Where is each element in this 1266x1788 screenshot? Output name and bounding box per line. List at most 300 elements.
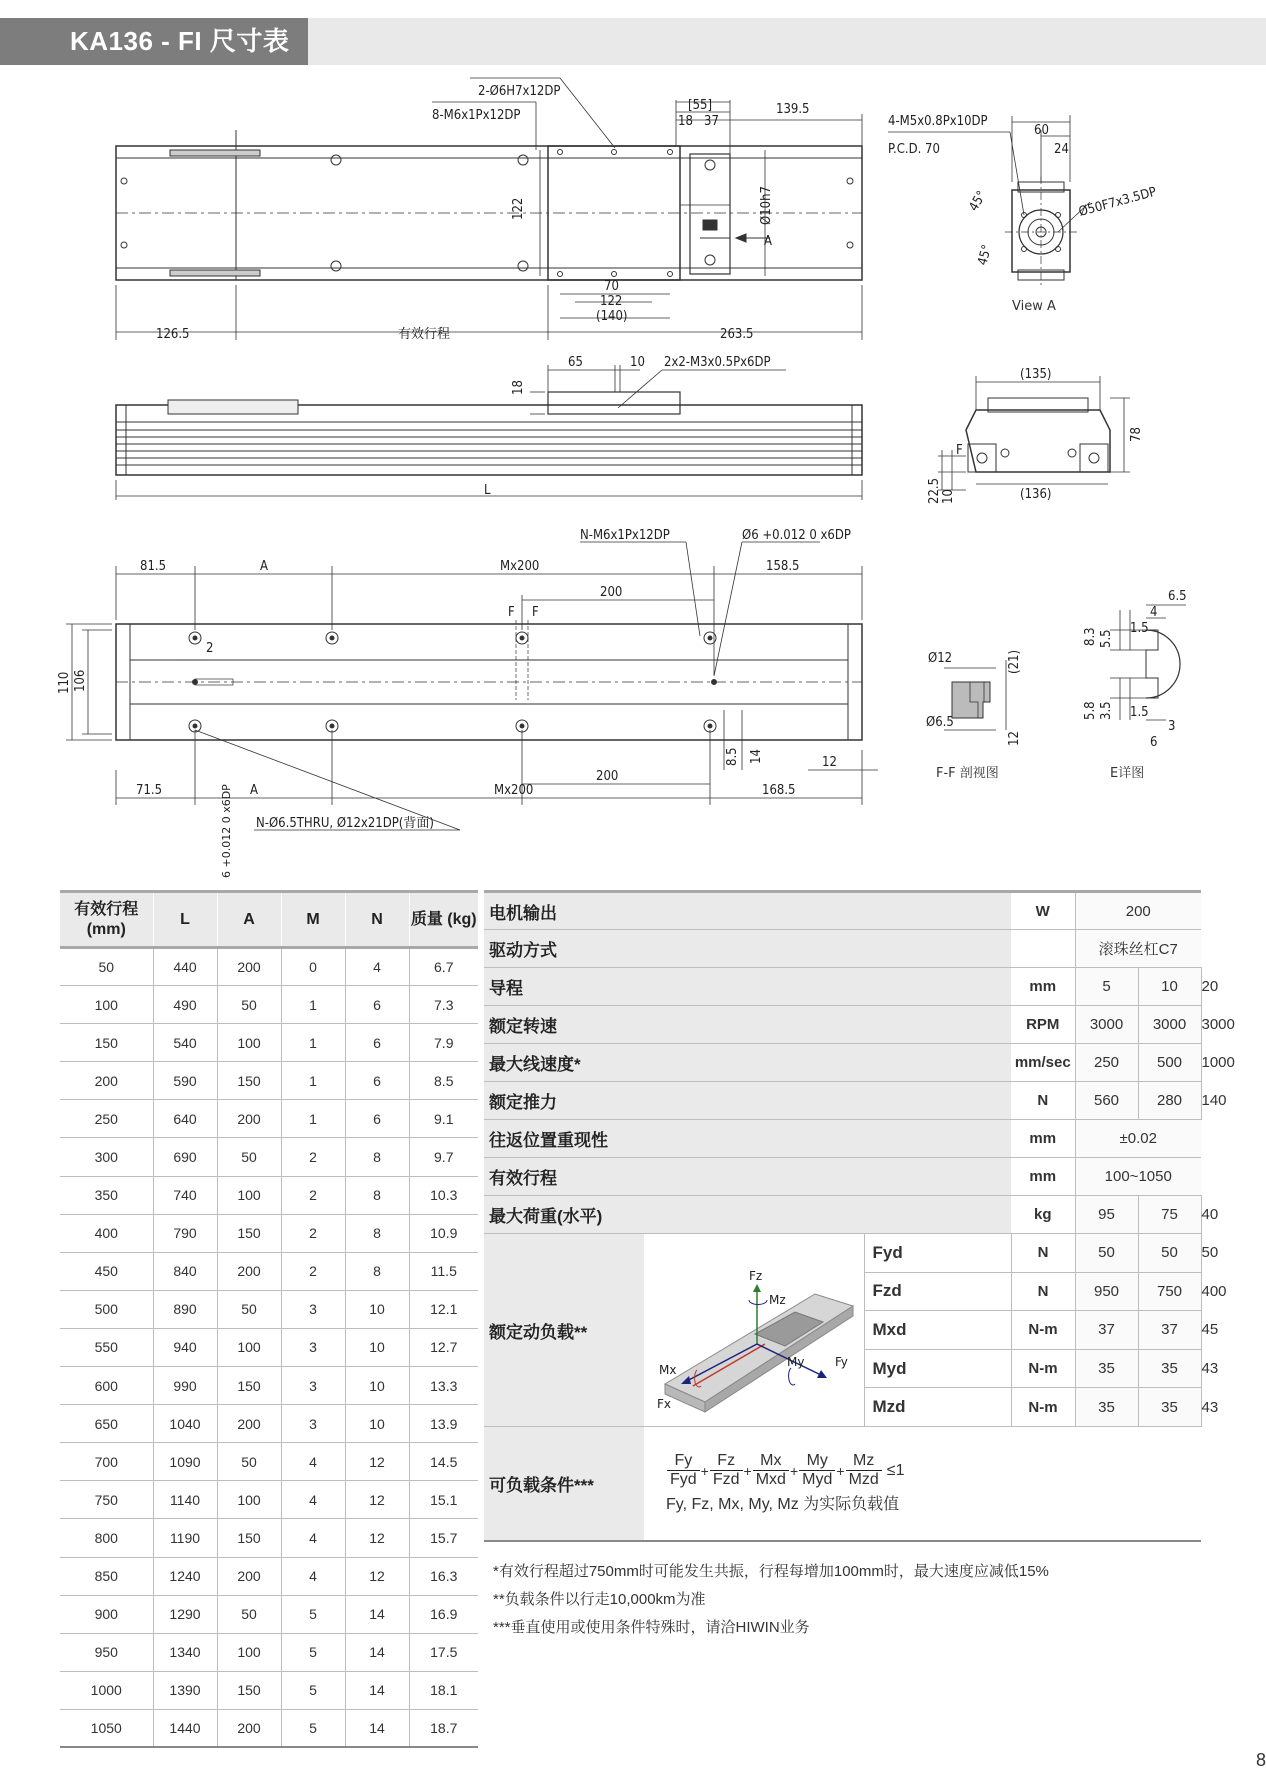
table-cell: 8 (345, 1252, 409, 1290)
spec-unit-motor-w: W (1011, 892, 1075, 930)
label-detail-d3: 3 (1168, 719, 1176, 734)
frac-mz-den: Mzd (848, 1471, 879, 1489)
footnotes (493, 1558, 1213, 1642)
table-cell: 900 (60, 1595, 153, 1633)
table-cell: 550 (60, 1328, 153, 1366)
table-cell: 6 (345, 1062, 409, 1100)
table-cell: 17.5 (409, 1633, 478, 1671)
table-cell: 11.5 (409, 1252, 478, 1290)
spec-unit-stroke: mm (1011, 1158, 1075, 1196)
table-cell: 350 (60, 1176, 153, 1214)
dyn-value-mzd-2: 35 (1138, 1388, 1201, 1427)
label-top-arrowA: A (764, 234, 772, 249)
table-cell: 150 (217, 1214, 281, 1252)
dyn-name-mzd: Mzd (864, 1388, 1011, 1427)
table-cell: 10.9 (409, 1214, 478, 1252)
spec-label-load-condition: 可负载条件*** (484, 1427, 644, 1541)
table-cell: 8 (345, 1214, 409, 1252)
label-detail-d55: 5.5 (1099, 629, 1114, 648)
dyn-unit-fyd: N (1011, 1234, 1075, 1273)
table-cell: 9.7 (409, 1138, 478, 1176)
table-cell: 0 (281, 948, 345, 986)
label-bottom-d168: 168.5 (762, 783, 796, 798)
table-cell: 16.3 (409, 1557, 478, 1595)
label-bottom-d71: 71.5 (136, 783, 163, 798)
label-top-d55: [55] (688, 98, 713, 113)
label-viewa-d50: Ø50F7x3.5DP (1077, 184, 1159, 220)
table-cell: 1390 (153, 1671, 217, 1709)
spec-label-max-load: 最大荷重(水平) (484, 1196, 1011, 1234)
plus-sign: + (789, 1462, 799, 1479)
table-cell: 5 (281, 1671, 345, 1709)
label-bottom-d12: 12 (822, 755, 837, 770)
table-cell: 3 (281, 1328, 345, 1366)
label-top-hole2: 8-M6x1Px12DP (432, 108, 521, 123)
table-cell: 10.3 (409, 1176, 478, 1214)
spec-label-lead: 导程 (484, 968, 1011, 1006)
technical-drawings (0, 70, 1266, 890)
spec-row-dyn-mxd: Mxd N-m 37 37 45 (484, 1311, 1201, 1350)
spec-label-motor: 电机输出 (484, 892, 1011, 930)
size-table-header (60, 892, 478, 948)
label-detail-d6: 6 (1150, 735, 1158, 750)
dyn-value-mzd-1: 35 (1075, 1388, 1138, 1427)
label-top-d126: 126.5 (156, 327, 190, 342)
table-cell: 12 (345, 1481, 409, 1519)
footnote-1: *有效行程超过750mm时可能发生共振，行程每增加100mm时，最大速度应减低15% (493, 1563, 1049, 1580)
label-viewa-a45b: 45° (975, 243, 996, 268)
table-row (60, 1481, 478, 1519)
table-cell: 1290 (153, 1595, 217, 1633)
table-cell: 13.9 (409, 1405, 478, 1443)
label-side-hole: 2x2-M3x0.5Px6DP (664, 355, 771, 370)
label-detail-d65: 6.5 (1168, 589, 1187, 604)
size-header-mass: 质量 (kg) (409, 892, 478, 948)
frac-mx-num: Mx (753, 1452, 789, 1471)
table-cell: 6.7 (409, 948, 478, 986)
table-cell: 600 (60, 1367, 153, 1405)
title-bar (0, 18, 1266, 65)
label-top-d139: 139.5 (776, 102, 810, 117)
table-cell: 3 (281, 1367, 345, 1405)
table-cell: 7.9 (409, 1024, 478, 1062)
label-bottom-d2: 2 (206, 641, 214, 656)
table-cell: 450 (60, 1252, 153, 1290)
view-a (888, 114, 1158, 314)
detail-e (1083, 589, 1187, 781)
frac-my-num: My (799, 1452, 835, 1471)
load-axis-diagram (644, 1234, 864, 1427)
label-section-d65: Ø6.5 (926, 715, 954, 730)
load-axis-icon (645, 1234, 863, 1422)
table-cell: 1340 (153, 1633, 217, 1671)
table-cell: 2 (281, 1252, 345, 1290)
spec-unit-max-speed: mm/sec (1011, 1044, 1075, 1082)
table-cell: 14.5 (409, 1443, 478, 1481)
spec-value-lead-1: 5 (1075, 968, 1138, 1006)
table-cell: 10 (345, 1367, 409, 1405)
table-cell: 1 (281, 986, 345, 1024)
table-row (60, 1100, 478, 1138)
dyn-name-myd: Myd (864, 1349, 1011, 1388)
label-bottom-d85: 8.5 (725, 747, 740, 766)
label-section-d12b: 12 (1007, 731, 1022, 746)
label-detail-d4: 4 (1150, 605, 1158, 620)
table-cell: 850 (60, 1557, 153, 1595)
table-cell: 2 (281, 1214, 345, 1252)
spec-label-repeatability: 往返位置重现性 (484, 1120, 1011, 1158)
table-cell: 50 (217, 1290, 281, 1328)
dyn-unit-mxd: N-m (1011, 1311, 1075, 1350)
table-cell: 100 (217, 1024, 281, 1062)
table-cell: 50 (217, 1595, 281, 1633)
frac-my-den: Myd (802, 1471, 833, 1489)
table-cell: 1 (281, 1100, 345, 1138)
label-viewa-d60: 60 (1034, 123, 1049, 138)
table-row (60, 1062, 478, 1100)
table-cell: 3 (281, 1290, 345, 1328)
plus-sign: + (836, 1462, 845, 1479)
table-cell: 2 (281, 1176, 345, 1214)
size-header-A: A (217, 892, 281, 948)
table-cell: 6 (345, 1100, 409, 1138)
table-cell: 540 (153, 1024, 217, 1062)
table-row (60, 1405, 478, 1443)
label-bottom-d106: 106 (73, 669, 88, 692)
label-section-d21: (21) (1007, 649, 1022, 674)
size-header-stroke: 有效行程 (mm) (60, 892, 153, 948)
table-row (60, 1595, 478, 1633)
table-cell: 100 (217, 1176, 281, 1214)
spec-value-motor: 200 (1075, 892, 1201, 930)
dyn-unit-myd: N-m (1011, 1349, 1075, 1388)
table-cell: 440 (153, 948, 217, 986)
label-end-d135: (135) (1020, 367, 1052, 382)
table-row (60, 948, 478, 986)
table-cell: 800 (60, 1519, 153, 1557)
table-row (60, 1214, 478, 1252)
table-cell: 14 (345, 1633, 409, 1671)
table-cell: 200 (217, 1252, 281, 1290)
label-bottom-d200a: 200 (600, 585, 623, 600)
table-cell: 2 (281, 1138, 345, 1176)
dyn-value-fyd-1: 50 (1075, 1234, 1138, 1273)
frac-mx-den: Mxd (755, 1471, 786, 1489)
dyn-value-fyd-2: 50 (1138, 1234, 1201, 1273)
dyn-name-fzd: Fzd (864, 1272, 1011, 1311)
drawing-canvas (0, 70, 1266, 890)
frac-mx (753, 1452, 789, 1489)
table-cell: 1 (281, 1024, 345, 1062)
table-cell: 740 (153, 1176, 217, 1214)
axis-label-fz: Fz (748, 1269, 762, 1283)
caption-section-ff: F-F 剖视图 (936, 766, 999, 781)
frac-fy-den: Fyd (670, 1471, 697, 1489)
table-cell: 1240 (153, 1557, 217, 1595)
size-header-M: M (281, 892, 345, 948)
spec-row-dyn-fyd: 额定动负载** Fz Mz Mx Fx My Fy Fyd N 50 50 50 (484, 1234, 1201, 1273)
table-cell: 14 (345, 1595, 409, 1633)
table-row (60, 1367, 478, 1405)
label-side-d65: 65 (568, 355, 583, 370)
label-detail-d15a: 1.5 (1130, 621, 1149, 636)
table-cell: 1190 (153, 1519, 217, 1557)
spec-unit-max-load: kg (1011, 1196, 1075, 1234)
label-bottom-A2: A (250, 783, 258, 798)
axis-label-fy: Fy (834, 1355, 848, 1369)
dyn-value-myd-1: 35 (1075, 1349, 1138, 1388)
side-view (116, 355, 862, 500)
spec-unit-repeatability: mm (1011, 1120, 1075, 1158)
spec-value-rated-speed-2: 3000 (1138, 1006, 1201, 1044)
caption-detail-e: E详图 (1110, 766, 1145, 781)
label-top-d122v: 122 (511, 197, 526, 220)
table-cell: 6 (345, 986, 409, 1024)
label-viewa-a45a: 45° (966, 188, 990, 214)
table-row (60, 1138, 478, 1176)
spec-value-max-load-1: 95 (1075, 1196, 1138, 1234)
table-row (60, 1290, 478, 1328)
table-cell: 12 (345, 1557, 409, 1595)
label-detail-d83: 8.3 (1083, 627, 1098, 646)
spec-label-max-speed: 最大线速度* (484, 1044, 1011, 1082)
table-cell: 5 (281, 1633, 345, 1671)
spec-row-stroke (484, 1158, 1201, 1196)
table-cell: 150 (217, 1519, 281, 1557)
table-cell: 650 (60, 1405, 153, 1443)
table-cell: 12 (345, 1519, 409, 1557)
bottom-view (57, 528, 878, 878)
table-cell: 50 (217, 1138, 281, 1176)
table-cell: 13.3 (409, 1367, 478, 1405)
label-viewa-hole: 4-M5x0.8Px10DP (888, 114, 988, 129)
table-cell: 400 (60, 1214, 153, 1252)
section-ff (926, 650, 1022, 781)
label-bottom-F2: F (532, 605, 539, 620)
table-cell: 1140 (153, 1481, 217, 1519)
size-table-body (60, 948, 478, 1748)
table-cell: 18.1 (409, 1671, 478, 1709)
label-bottom-d81: 81.5 (140, 559, 167, 574)
spec-row-lead: 导程 mm 5 10 20 (484, 968, 1201, 1006)
frac-fz-num: Fz (710, 1452, 743, 1471)
table-cell: 200 (217, 1405, 281, 1443)
spec-label-stroke: 有效行程 (484, 1158, 1011, 1196)
top-view (116, 78, 862, 342)
table-cell: 590 (153, 1062, 217, 1100)
spec-row-repeatability (484, 1120, 1201, 1158)
spec-value-drive: 滚珠丝杠C7 (1075, 930, 1201, 968)
table-cell: 150 (217, 1367, 281, 1405)
label-detail-d35: 3.5 (1099, 701, 1114, 720)
label-bottom-A: A (260, 559, 268, 574)
spec-value-rated-speed-1: 3000 (1075, 1006, 1138, 1044)
table-cell: 990 (153, 1367, 217, 1405)
end-view (927, 367, 1144, 504)
table-cell: 150 (217, 1671, 281, 1709)
table-cell: 9.1 (409, 1100, 478, 1138)
spec-value-stroke: 100~1050 (1075, 1158, 1201, 1196)
table-cell: 15.7 (409, 1519, 478, 1557)
table-cell: 200 (217, 1709, 281, 1747)
table-cell: 700 (60, 1443, 153, 1481)
spec-row-max-speed: 最大线速度* mm/sec 250 500 1000 (484, 1044, 1201, 1082)
axis-label-mz: Mz (768, 1293, 786, 1307)
table-cell: 14 (345, 1709, 409, 1747)
frac-mz (846, 1452, 882, 1489)
spec-row-rated-speed: 额定转速 RPM 3000 3000 3000 (484, 1006, 1201, 1044)
leq-sign: ≤1 (886, 1461, 905, 1479)
label-viewa-pcd: P.C.D. 70 (888, 142, 940, 157)
label-section-d12: Ø12 (928, 651, 953, 666)
spec-value-thrust-2: 280 (1138, 1082, 1201, 1120)
page-title: KA136 - FI 尺寸表 (0, 18, 308, 65)
label-top-d10h7: Ø10h7 (759, 186, 774, 225)
table-cell: 100 (60, 986, 153, 1024)
label-viewa-d24: 24 (1054, 142, 1069, 157)
frac-fz (710, 1452, 743, 1489)
load-condition-formula (644, 1427, 1201, 1541)
spec-row-load-condition (484, 1427, 1201, 1541)
label-top-d37: 37 (704, 114, 719, 129)
label-top-stroke: 有效行程 (398, 327, 451, 342)
table-cell: 840 (153, 1252, 217, 1290)
table-cell: 12.7 (409, 1328, 478, 1366)
table-cell: 8 (345, 1138, 409, 1176)
table-cell: 12 (345, 1443, 409, 1481)
table-cell: 50 (60, 948, 153, 986)
table-cell: 7.3 (409, 986, 478, 1024)
spec-value-repeatability: ±0.02 (1075, 1120, 1201, 1158)
table-cell: 200 (60, 1062, 153, 1100)
spec-row-drive (484, 930, 1201, 968)
plus-sign: + (700, 1462, 709, 1479)
label-detail-d58: 5.8 (1083, 701, 1098, 720)
label-detail-d15b: 1.5 (1130, 705, 1149, 720)
label-bottom-hole3: N-Ø6.5THRU, Ø12x21DP(背面) (256, 816, 434, 831)
table-cell: 50 (217, 1443, 281, 1481)
table-row (60, 986, 478, 1024)
table-row (60, 1443, 478, 1481)
table-cell: 950 (60, 1633, 153, 1671)
label-bottom-hole1: N-M6x1Px12DP (580, 528, 670, 543)
label-bottom-d158: 158.5 (766, 559, 800, 574)
table-cell: 150 (217, 1062, 281, 1100)
label-side-d10: 10 (630, 355, 645, 370)
table-cell: 4 (281, 1443, 345, 1481)
table-cell: 750 (60, 1481, 153, 1519)
axis-label-my: My (786, 1355, 805, 1369)
spec-row-thrust: 额定推力 N 560 280 140 (484, 1082, 1201, 1120)
spec-unit-lead: mm (1011, 968, 1075, 1006)
table-cell: 100 (217, 1328, 281, 1366)
table-cell: 200 (217, 1100, 281, 1138)
table-cell: 4 (281, 1557, 345, 1595)
dyn-value-mxd-2: 37 (1138, 1311, 1201, 1350)
spec-row-dyn-mzd: Mzd N-m 35 35 43 (484, 1388, 1201, 1427)
table-cell: 10 (345, 1405, 409, 1443)
dyn-value-myd-2: 35 (1138, 1349, 1201, 1388)
caption-view-a: View A (1012, 299, 1056, 314)
table-cell: 1040 (153, 1405, 217, 1443)
dyn-value-mxd-1: 37 (1075, 1311, 1138, 1350)
table-cell: 5 (281, 1709, 345, 1747)
table-cell: 1000 (60, 1671, 153, 1709)
table-cell: 300 (60, 1138, 153, 1176)
table-cell: 6 (345, 1024, 409, 1062)
spec-row-dyn-fzd: Fzd N 950 750 400 (484, 1272, 1201, 1311)
table-cell: 10 (345, 1290, 409, 1328)
table-cell: 8.5 (409, 1062, 478, 1100)
label-bottom-hole2: Ø6 +0.012 0 x6DP (742, 528, 851, 543)
axis-label-fx: Fx (656, 1397, 671, 1411)
label-end-d22: 22.5 (927, 477, 942, 504)
table-row (60, 1671, 478, 1709)
table-cell: 15.1 (409, 1481, 478, 1519)
label-end-F: F (956, 443, 963, 458)
table-cell: 500 (60, 1290, 153, 1328)
table-cell: 4 (281, 1519, 345, 1557)
spec-value-max-load-2: 75 (1138, 1196, 1201, 1234)
size-header-L: L (153, 892, 217, 948)
label-bottom-d14: 14 (749, 749, 764, 764)
dyn-unit-fzd: N (1011, 1272, 1075, 1311)
table-cell: 690 (153, 1138, 217, 1176)
table-cell: 1090 (153, 1443, 217, 1481)
spec-value-thrust-1: 560 (1075, 1082, 1138, 1120)
label-end-d136: (136) (1020, 487, 1052, 502)
table-cell: 12.1 (409, 1290, 478, 1328)
table-row (60, 1709, 478, 1747)
table-cell: 200 (217, 1557, 281, 1595)
table-cell: 18.7 (409, 1709, 478, 1747)
label-bottom-hole4: 6 +0.012 0 x6DP (220, 784, 233, 878)
page-number: 8 (1255, 1750, 1266, 1770)
label-top-d140: (140) (596, 309, 628, 324)
frac-fy-num: Fy (667, 1452, 700, 1471)
table-cell: 14 (345, 1671, 409, 1709)
spec-label-dynamic-load: 额定动负载** (484, 1234, 644, 1427)
spec-row-motor (484, 892, 1201, 930)
spec-row-dyn-myd: Myd N-m 35 35 43 (484, 1349, 1201, 1388)
table-cell: 640 (153, 1100, 217, 1138)
label-top-d263: 263.5 (720, 327, 754, 342)
label-bottom-M2002: Mx200 (494, 783, 534, 798)
table-cell: 16.9 (409, 1595, 478, 1633)
table-cell: 200 (217, 948, 281, 986)
table-cell: 1 (281, 1062, 345, 1100)
label-bottom-d110: 110 (57, 671, 72, 694)
spec-unit-thrust: N (1011, 1082, 1075, 1120)
frac-fy (667, 1452, 700, 1489)
axis-label-mx: Mx (658, 1363, 677, 1377)
spec-value-max-speed-2: 500 (1138, 1044, 1201, 1082)
spec-label-rated-speed: 额定转速 (484, 1006, 1011, 1044)
label-top-d122h: 122 (600, 294, 623, 309)
load-condition-note: Fy, Fz, Mx, My, Mz 为实际负载值 (666, 1496, 900, 1514)
dyn-value-fzd-1: 950 (1075, 1272, 1138, 1311)
plus-sign: + (743, 1462, 752, 1479)
table-cell: 1050 (60, 1709, 153, 1747)
dyn-name-fyd: Fyd (864, 1234, 1011, 1273)
label-end-d78: 78 (1129, 427, 1144, 442)
table-cell: 1440 (153, 1709, 217, 1747)
label-bottom-M200: Mx200 (500, 559, 540, 574)
spec-row-max-load: 最大荷重(水平) kg 95 75 40 (484, 1196, 1201, 1234)
table-cell: 790 (153, 1214, 217, 1252)
label-side-d18: 18 (511, 380, 526, 395)
spec-label-thrust: 额定推力 (484, 1082, 1011, 1120)
